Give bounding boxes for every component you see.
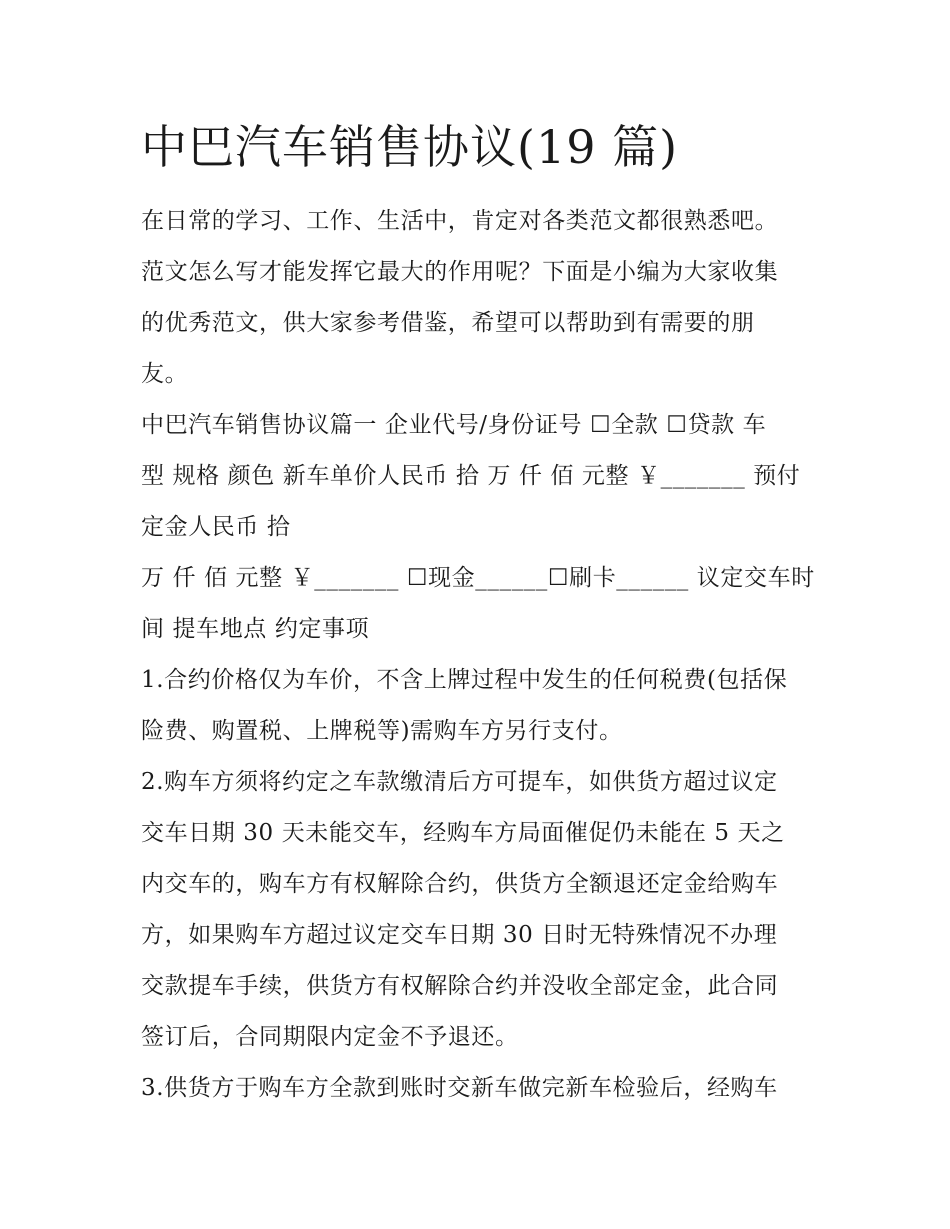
document-body [141, 196, 821, 1114]
text-line: 险费、购置税、上牌税等)需购车方另行支付。 [141, 718, 623, 744]
text-line: 2.购车方须将约定之车款缴清后方可提车，如供货方超过议定 [141, 769, 778, 795]
text-line: 方，如果购车方超过议定交车日期 30 日时无特殊情况不办理 [141, 922, 778, 948]
text-line: 交车日期 30 天未能交车，经购车方局面催促仍未能在 5 天之 [141, 820, 785, 846]
text-line: 内交车的，购车方有权解除合约，供货方全额退还定金给购车 [141, 871, 779, 897]
intro-paragraph [141, 196, 821, 400]
section-one-paragraph [141, 400, 821, 553]
text-line: 友。 [141, 361, 189, 387]
text-line: 中巴汽车销售协议篇一 企业代号/身份证号 ☐全款 ☐贷款 车 [141, 412, 767, 438]
text-line: 范文怎么写才能发挥它最大的作用呢？下面是小编为大家收集 [141, 259, 779, 285]
text-line: 的优秀范文，供大家参考借鉴，希望可以帮助到有需要的朋 [141, 310, 755, 336]
text-line: 在日常的学习、工作、生活中，肯定对各类范文都很熟悉吧。 [141, 208, 779, 234]
text-line: 1.合约价格仅为车价，不含上牌过程中发生的任何税费(包括保 [141, 667, 788, 693]
text-line: 3.供货方于购车方全款到账时交新车做完新车检验后，经购车 [141, 1075, 778, 1101]
text-line: 签订后，合同期限内定金不予退还。 [141, 1024, 519, 1050]
clause-2-paragraph [141, 757, 821, 1063]
clause-1-paragraph [141, 655, 821, 757]
text-line: 定金人民币 拾 [141, 514, 291, 540]
clause-3-paragraph [141, 1063, 821, 1114]
text-line: 间 提车地点 约定事项 [141, 616, 370, 642]
text-line: 型 规格 颜色 新车单价人民币 拾 万 仟 佰 元整 ￥_______ 预付 [141, 463, 801, 489]
document-title: 中巴汽车销售协议(19 篇) [141, 120, 679, 174]
text-line: 交款提车手续，供货方有权解除合约并没收全部定金，此合同 [141, 973, 779, 999]
text-line: 万 仟 佰 元整 ￥_______ ☐现金______☐刷卡______ 议定交车时 [141, 565, 815, 591]
section-one-continued-paragraph [141, 553, 821, 655]
